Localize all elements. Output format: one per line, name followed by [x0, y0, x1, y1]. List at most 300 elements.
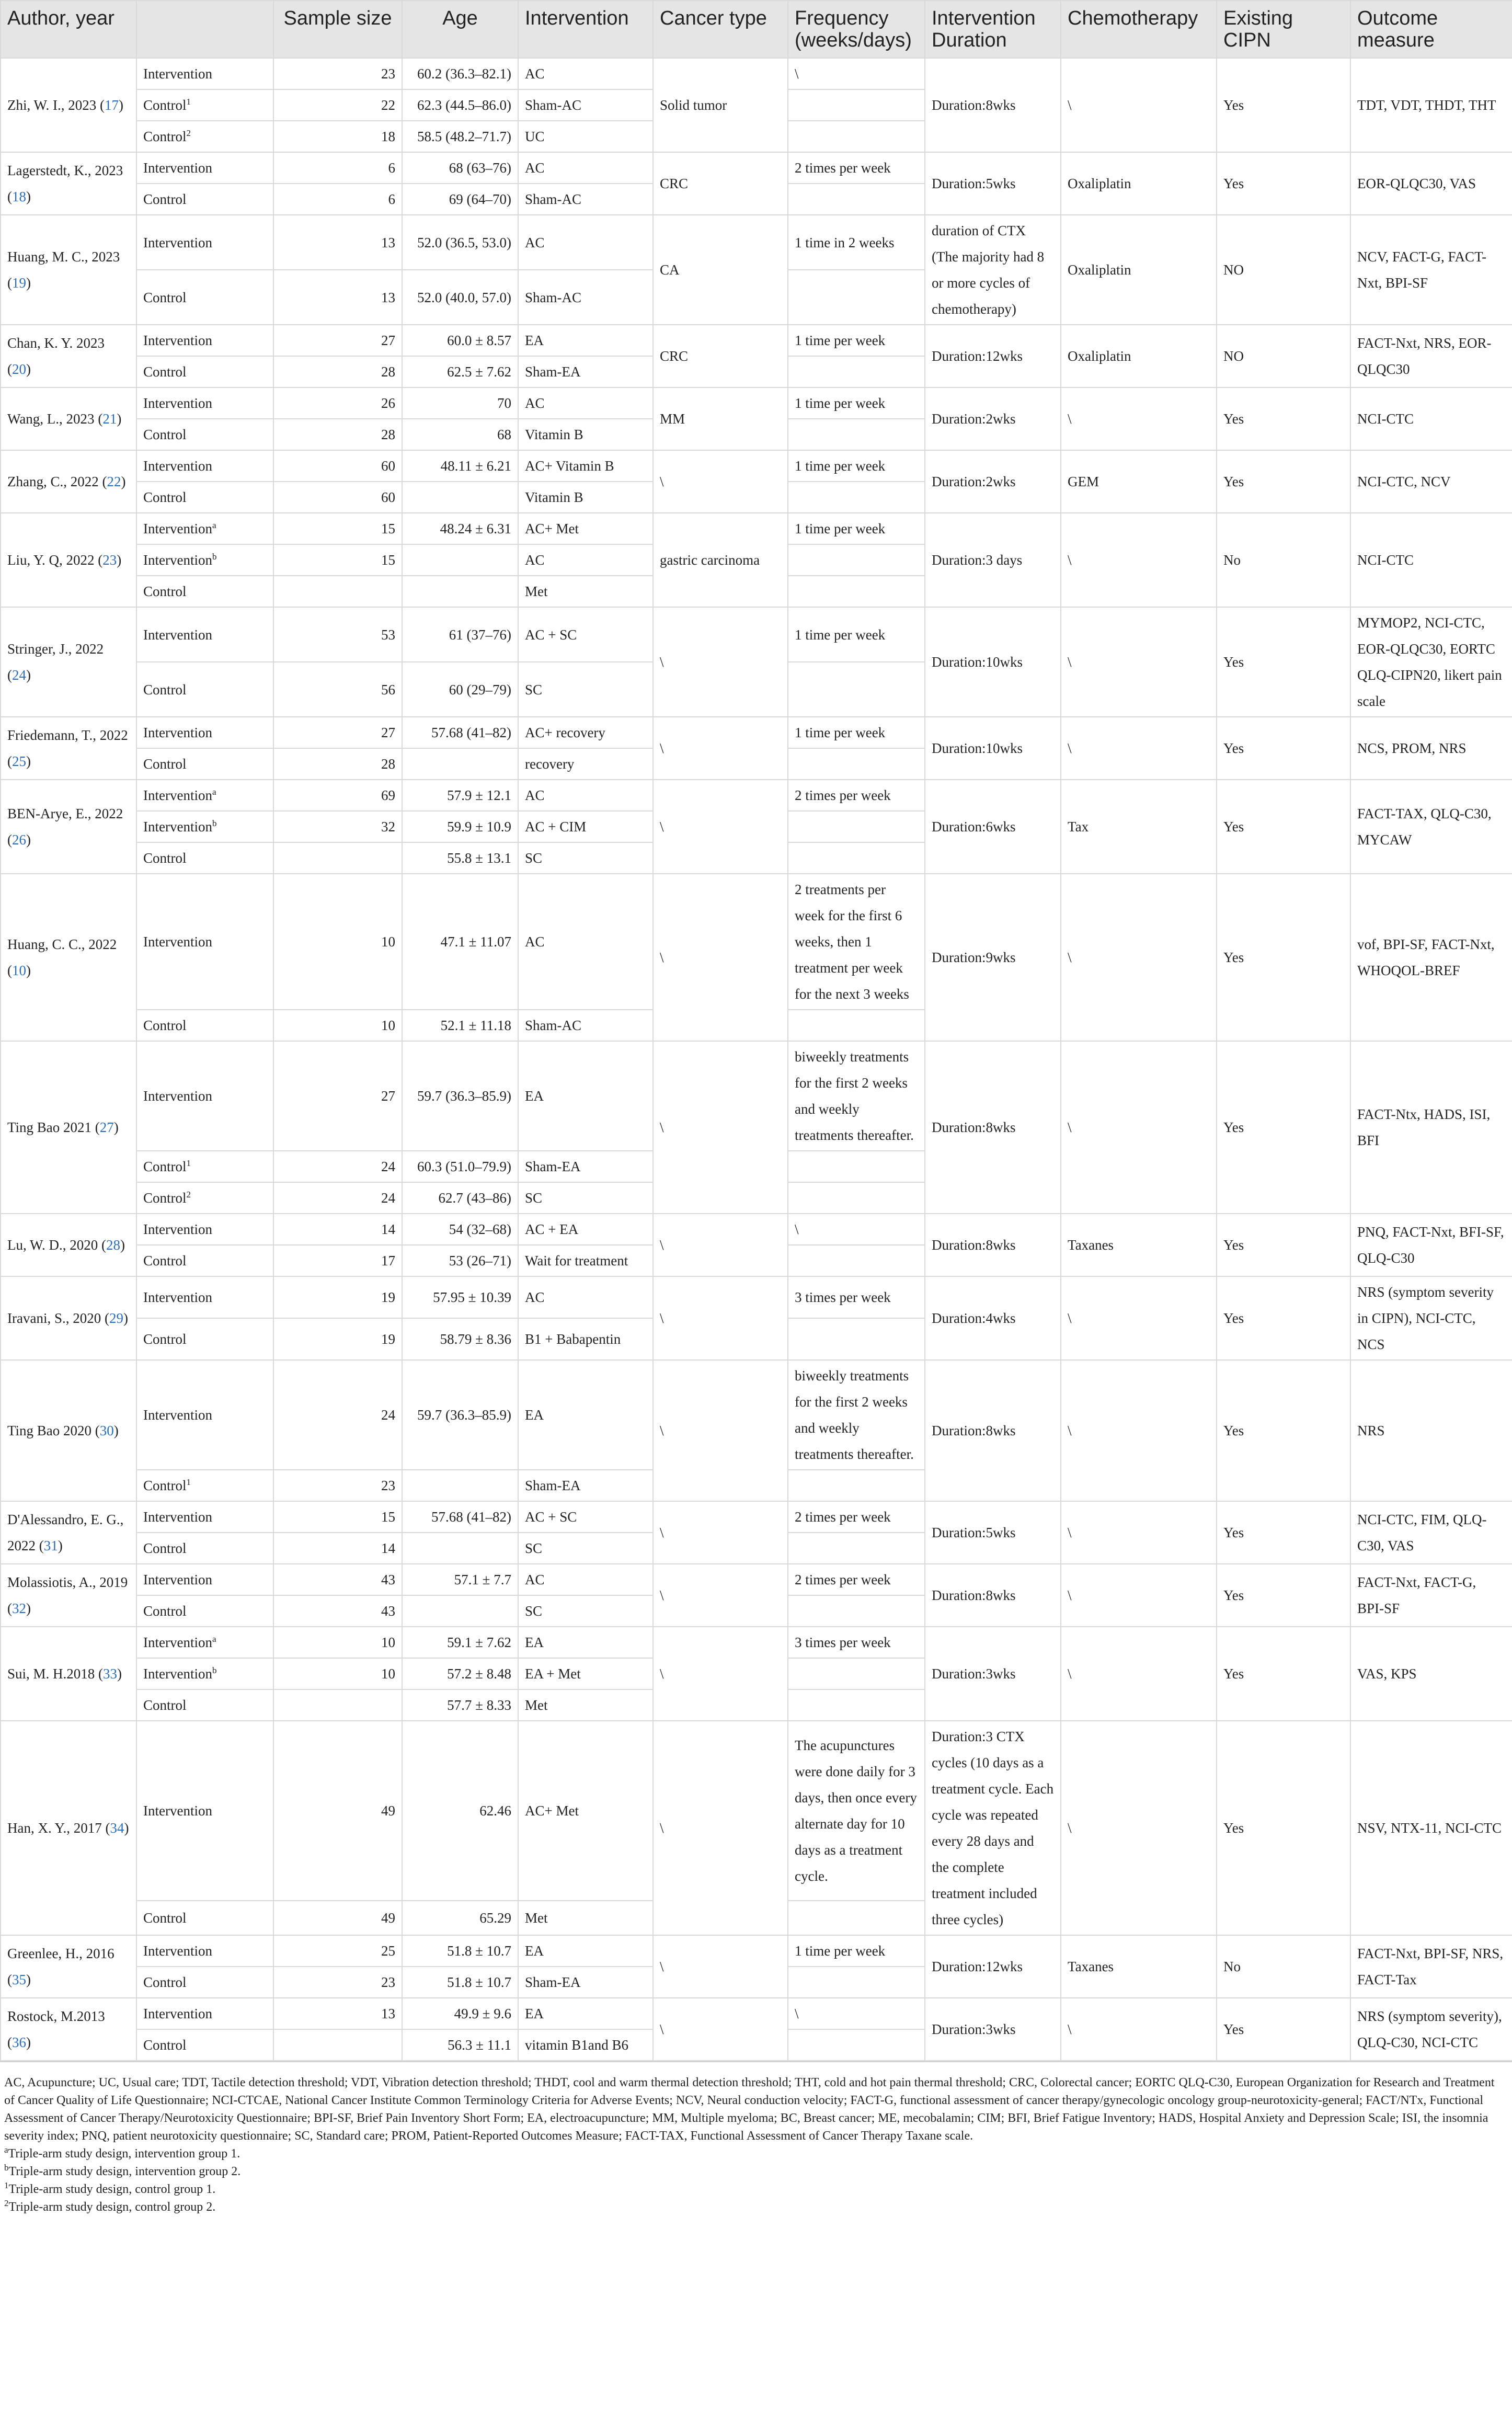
- age-cell: 57.68 (41–82): [402, 1501, 518, 1533]
- sample-size-cell: 27: [273, 717, 402, 748]
- frequency-cell: 2 treatments per week for the first 6 weeks, then 1 treatment per week for the next 3 weeks: [788, 874, 925, 1010]
- group-label: Intervention: [143, 2006, 212, 2021]
- reference-link[interactable]: 29: [109, 1310, 123, 1326]
- existing-cipn-cell: NO: [1217, 215, 1350, 325]
- group-cell: [136, 482, 273, 513]
- duration-cell: Duration:8wks: [925, 1214, 1061, 1276]
- intervention-cell: AC+ Met: [518, 513, 653, 544]
- chemotherapy-cell: \: [1061, 513, 1217, 607]
- group-cell: [136, 184, 273, 215]
- group-label: Control: [143, 1974, 187, 1990]
- author-name: Iravani, S., 2020: [7, 1310, 101, 1326]
- reference-link[interactable]: 31: [43, 1538, 58, 1553]
- intervention-cell: UC: [518, 121, 653, 152]
- existing-cipn-cell: Yes: [1217, 1627, 1350, 1721]
- footnote-mark: 2: [4, 2198, 9, 2208]
- author-cell: Ting Bao 2021 (27): [1, 1041, 136, 1214]
- reference-link[interactable]: 17: [105, 97, 119, 113]
- author-cell: Ting Bao 2020 (30): [1, 1360, 136, 1501]
- outcome-cell: TDT, VDT, THDT, THT: [1350, 58, 1512, 152]
- group-footnote-mark: a: [212, 787, 216, 797]
- intervention-cell: Vitamin B: [518, 482, 653, 513]
- frequency-cell: [788, 89, 925, 121]
- sample-size-cell: [273, 1689, 402, 1721]
- frequency-cell: [788, 842, 925, 874]
- group-label: Control: [143, 97, 187, 113]
- existing-cipn-cell: Yes: [1217, 607, 1350, 717]
- sample-size-cell: 24: [273, 1151, 402, 1182]
- sample-size-cell: 43: [273, 1595, 402, 1627]
- age-cell: 58.79 ± 8.36: [402, 1318, 518, 1360]
- group-cell: [136, 387, 273, 419]
- col-header-chemotherapy: Chemotherapy: [1061, 1, 1217, 58]
- table-row: [1, 717, 1512, 748]
- intervention-cell: EA: [518, 1627, 653, 1658]
- age-cell: 48.11 ± 6.21: [402, 450, 518, 482]
- table-row: [1, 780, 1512, 811]
- existing-cipn-cell: Yes: [1217, 1214, 1350, 1276]
- sample-size-cell: 13: [273, 1998, 402, 2029]
- age-cell: 59.1 ± 7.62: [402, 1627, 518, 1658]
- reference-link[interactable]: 34: [110, 1820, 124, 1836]
- outcome-cell: FACT-Nxt, FACT-G, BPI-SF: [1350, 1564, 1512, 1627]
- intervention-cell: Met: [518, 1689, 653, 1721]
- intervention-cell: AC + SC: [518, 1501, 653, 1533]
- age-cell: 57.1 ± 7.7: [402, 1564, 518, 1595]
- footnote-mark: 1: [4, 2180, 9, 2190]
- col-header-intervention: Intervention: [518, 1, 653, 58]
- sample-size-cell: 19: [273, 1318, 402, 1360]
- author-name: Huang, C. C., 2022: [7, 936, 117, 952]
- group-label: Control: [143, 1331, 187, 1347]
- group-cell: [136, 1041, 273, 1151]
- outcome-cell: NCI-CTC, FIM, QLQ-C30, VAS: [1350, 1501, 1512, 1564]
- intervention-cell: EA: [518, 325, 653, 356]
- age-cell: 68: [402, 419, 518, 450]
- cancer-type-cell: \: [653, 1721, 788, 1935]
- age-cell: 60.2 (36.3–82.1): [402, 58, 518, 89]
- duration-cell: Duration:5wks: [925, 1501, 1061, 1564]
- intervention-cell: SC: [518, 1595, 653, 1627]
- sample-size-cell: 25: [273, 1935, 402, 1967]
- intervention-cell: vitamin B1and B6: [518, 2029, 653, 2061]
- intervention-cell: AC+ Vitamin B: [518, 450, 653, 482]
- group-cell: [136, 1658, 273, 1689]
- duration-cell: Duration:9wks: [925, 874, 1061, 1041]
- group-cell: [136, 2029, 273, 2061]
- chemotherapy-cell: Taxanes: [1061, 1935, 1217, 1998]
- duration-cell: Duration:3 CTX cycles (10 days as a treatment cycle. Each cycle was repeated every 28 days and the complete treatment included three cycles): [925, 1721, 1061, 1935]
- reference-link[interactable]: 10: [12, 963, 26, 978]
- duration-cell: Duration:10wks: [925, 607, 1061, 717]
- age-cell: 56.3 ± 11.1: [402, 2029, 518, 2061]
- group-cell: [136, 1627, 273, 1658]
- group-label: Control: [143, 681, 187, 698]
- group-cell: [136, 1501, 273, 1533]
- frequency-cell: 1 time per week: [788, 387, 925, 419]
- sample-size-cell: 24: [273, 1182, 402, 1214]
- age-cell: 51.8 ± 10.7: [402, 1935, 518, 1967]
- sample-size-cell: 26: [273, 387, 402, 419]
- intervention-cell: AC + SC: [518, 607, 653, 662]
- group-label: Intervention: [143, 552, 212, 568]
- existing-cipn-cell: Yes: [1217, 450, 1350, 513]
- intervention-cell: AC: [518, 215, 653, 270]
- frequency-cell: [788, 1901, 925, 1936]
- author-cell: Zhi, W. I., 2023 (17): [1, 58, 136, 152]
- group-cell: [136, 1595, 273, 1627]
- age-cell: 57.95 ± 10.39: [402, 1276, 518, 1318]
- author-name: Lu, W. D., 2020: [7, 1237, 98, 1253]
- frequency-cell: [788, 121, 925, 152]
- intervention-cell: Sham-EA: [518, 1151, 653, 1182]
- author-name: Liu, Y. Q, 2022: [7, 552, 95, 568]
- sample-size-cell: 18: [273, 121, 402, 152]
- reference-link[interactable]: 32: [12, 1601, 26, 1616]
- sample-size-cell: 28: [273, 356, 402, 387]
- author-name: Zhi, W. I., 2023: [7, 97, 97, 113]
- frequency-cell: 2 times per week: [788, 1564, 925, 1595]
- age-cell: 52.0 (40.0, 57.0): [402, 270, 518, 325]
- cancer-type-cell: \: [653, 1276, 788, 1360]
- author-name: Ting Bao 2020: [7, 1423, 92, 1438]
- intervention-cell: EA: [518, 1998, 653, 2029]
- chemotherapy-cell: Oxaliplatin: [1061, 215, 1217, 325]
- group-cell: [136, 419, 273, 450]
- sample-size-cell: 49: [273, 1721, 402, 1901]
- group-footnote-mark: a: [212, 520, 216, 530]
- col-header-existing-cipn: Existing CIPN: [1217, 1, 1350, 58]
- reference-link[interactable]: 27: [99, 1119, 114, 1135]
- outcome-cell: NRS (symptom severity in CIPN), NCI-CTC, NCS: [1350, 1276, 1512, 1360]
- intervention-cell: AC: [518, 1564, 653, 1595]
- group-label: Intervention: [143, 1289, 212, 1305]
- sample-size-cell: 69: [273, 780, 402, 811]
- footnote-text: Triple-arm study design, control group 1.: [8, 2182, 216, 2196]
- reference-link[interactable]: 26: [12, 832, 26, 848]
- age-cell: 62.3 (44.5–86.0): [402, 89, 518, 121]
- frequency-cell: [788, 1182, 925, 1214]
- group-label: Intervention: [143, 1802, 212, 1819]
- group-label: Control: [143, 1910, 187, 1926]
- intervention-cell: Met: [518, 1901, 653, 1936]
- group-label: Control: [143, 1018, 187, 1033]
- footnote-list: [4, 2145, 1508, 2216]
- group-label: Control: [143, 1190, 187, 1206]
- outcome-cell: NCI-CTC: [1350, 387, 1512, 450]
- group-footnote-mark: b: [212, 818, 217, 828]
- author-cell: Rostock, M.2013 (36): [1, 1998, 136, 2061]
- existing-cipn-cell: No: [1217, 513, 1350, 607]
- author-name: D'Alessandro, E. G., 2022: [7, 1512, 124, 1553]
- table-row: [1, 607, 1512, 662]
- group-label: Intervention: [143, 819, 212, 835]
- age-cell: 59.9 ± 10.9: [402, 811, 518, 842]
- intervention-cell: Sham-EA: [518, 356, 653, 387]
- col-header-frequency: Frequency (weeks/days): [788, 1, 925, 58]
- age-cell: 62.46: [402, 1721, 518, 1901]
- author-name: Ting Bao 2021: [7, 1119, 92, 1135]
- group-footnote-mark: 1: [186, 1158, 191, 1168]
- sample-size-cell: 13: [273, 270, 402, 325]
- sample-size-cell: 23: [273, 1967, 402, 1998]
- group-cell: [136, 811, 273, 842]
- author-name: Huang, M. C., 2023: [7, 249, 120, 265]
- frequency-cell: [788, 419, 925, 450]
- age-cell: [402, 482, 518, 513]
- reference-link[interactable]: 28: [106, 1237, 121, 1253]
- group-cell: [136, 544, 273, 576]
- frequency-cell: 1 time per week: [788, 717, 925, 748]
- cancer-type-cell: \: [653, 450, 788, 513]
- age-cell: [402, 1595, 518, 1627]
- frequency-cell: \: [788, 1998, 925, 2029]
- reference-link[interactable]: 20: [12, 361, 26, 377]
- reference-link[interactable]: 19: [12, 275, 26, 291]
- group-label: Control: [143, 191, 187, 207]
- group-label: Intervention: [143, 1943, 212, 1959]
- group-cell: [136, 270, 273, 325]
- group-label: Control: [143, 1159, 187, 1174]
- table-row: [1, 152, 1512, 184]
- existing-cipn-cell: Yes: [1217, 1276, 1350, 1360]
- intervention-cell: AC+ recovery: [518, 717, 653, 748]
- existing-cipn-cell: Yes: [1217, 1998, 1350, 2061]
- frequency-cell: 2 times per week: [788, 780, 925, 811]
- group-label: Control: [143, 427, 187, 442]
- sample-size-cell: 10: [273, 1010, 402, 1041]
- outcome-cell: FACT-Nxt, NRS, EOR-QLQC30: [1350, 325, 1512, 387]
- group-cell: [136, 152, 273, 184]
- group-cell: [136, 874, 273, 1010]
- table-row: [1, 1276, 1512, 1318]
- existing-cipn-cell: Yes: [1217, 1721, 1350, 1935]
- footnote-text: Triple-arm study design, intervention group 2.: [8, 2165, 241, 2178]
- frequency-cell: [788, 1967, 925, 1998]
- author-cell: Wang, L., 2023 (21): [1, 387, 136, 450]
- group-label: Intervention: [143, 1572, 212, 1587]
- intervention-cell: SC: [518, 1533, 653, 1564]
- author-cell: Liu, Y. Q, 2022 (23): [1, 513, 136, 607]
- group-footnote-mark: 2: [186, 1190, 191, 1199]
- outcome-cell: NRS: [1350, 1360, 1512, 1501]
- sample-size-cell: 60: [273, 450, 402, 482]
- chemotherapy-cell: \: [1061, 717, 1217, 780]
- intervention-cell: Sham-AC: [518, 184, 653, 215]
- reference-link[interactable]: 21: [102, 411, 117, 427]
- age-cell: [402, 748, 518, 780]
- group-cell: [136, 576, 273, 607]
- author-name: Zhang, C., 2022: [7, 474, 99, 489]
- reference-link[interactable]: 25: [12, 753, 26, 769]
- intervention-cell: AC: [518, 387, 653, 419]
- reference-link[interactable]: 30: [99, 1423, 114, 1438]
- table-row: [1, 1501, 1512, 1533]
- group-label: Control: [143, 129, 187, 144]
- col-header-duration: Intervention Duration: [925, 1, 1061, 58]
- group-label: Control: [143, 1253, 187, 1269]
- footnote-text: Triple-arm study design, intervention group 1.: [8, 2147, 240, 2161]
- reference-link[interactable]: 33: [103, 1666, 118, 1682]
- existing-cipn-cell: Yes: [1217, 58, 1350, 152]
- group-label: Control: [143, 364, 187, 380]
- table-row: [1, 1564, 1512, 1595]
- duration-cell: Duration:10wks: [925, 717, 1061, 780]
- intervention-cell: EA + Met: [518, 1658, 653, 1689]
- sample-size-cell: 10: [273, 1627, 402, 1658]
- chemotherapy-cell: GEM: [1061, 450, 1217, 513]
- age-cell: 62.7 (43–86): [402, 1182, 518, 1214]
- footnote-mark: a: [4, 2145, 8, 2155]
- sample-size-cell: 10: [273, 874, 402, 1010]
- author-name: Han, X. Y., 2017: [7, 1820, 102, 1836]
- frequency-cell: [788, 748, 925, 780]
- frequency-cell: 1 time in 2 weeks: [788, 215, 925, 270]
- author-name: Greenlee, H., 2016: [7, 1946, 114, 1961]
- group-label: Intervention: [143, 521, 212, 536]
- frequency-cell: The acupunctures were done daily for 3 days, then once every alternate day for 10 days as a treatment cycle.: [788, 1721, 925, 1901]
- group-cell: [136, 1470, 273, 1501]
- duration-cell: Duration:6wks: [925, 780, 1061, 874]
- cancer-type-cell: CRC: [653, 325, 788, 387]
- frequency-cell: [788, 662, 925, 717]
- intervention-cell: Wait for treatment: [518, 1245, 653, 1276]
- author-cell: Lagerstedt, K., 2023 (18): [1, 152, 136, 215]
- sample-size-cell: 6: [273, 184, 402, 215]
- table-row: [1, 1721, 1512, 1901]
- chemotherapy-cell: \: [1061, 1564, 1217, 1627]
- frequency-cell: [788, 1318, 925, 1360]
- table-row: [1, 1627, 1512, 1658]
- cancer-type-cell: Solid tumor: [653, 58, 788, 152]
- frequency-cell: 1 time per week: [788, 325, 925, 356]
- sample-size-cell: 32: [273, 811, 402, 842]
- age-cell: 69 (64–70): [402, 184, 518, 215]
- sample-size-cell: 23: [273, 1470, 402, 1501]
- footnote-item: [4, 2198, 1508, 2216]
- age-cell: 59.7 (36.3–85.9): [402, 1041, 518, 1151]
- frequency-cell: [788, 544, 925, 576]
- group-label: Intervention: [143, 725, 212, 740]
- existing-cipn-cell: Yes: [1217, 1041, 1350, 1214]
- author-name: Chan, K. Y. 2023: [7, 335, 105, 351]
- frequency-cell: \: [788, 1214, 925, 1245]
- group-cell: [136, 1533, 273, 1564]
- group-cell: [136, 58, 273, 89]
- frequency-cell: 1 time per week: [788, 607, 925, 662]
- age-cell: [402, 1533, 518, 1564]
- sample-size-cell: 23: [273, 58, 402, 89]
- frequency-cell: [788, 270, 925, 325]
- cancer-type-cell: \: [653, 1041, 788, 1214]
- age-cell: 57.9 ± 12.1: [402, 780, 518, 811]
- reference-link[interactable]: 35: [12, 1972, 26, 1987]
- existing-cipn-cell: No: [1217, 1935, 1350, 1998]
- author-cell: Greenlee, H., 2016 (35): [1, 1935, 136, 1998]
- group-cell: [136, 1901, 273, 1936]
- intervention-cell: Sham-EA: [518, 1967, 653, 1998]
- chemotherapy-cell: \: [1061, 1276, 1217, 1360]
- frequency-cell: [788, 811, 925, 842]
- frequency-cell: [788, 1010, 925, 1041]
- frequency-cell: 3 times per week: [788, 1276, 925, 1318]
- frequency-cell: [788, 482, 925, 513]
- intervention-cell: Met: [518, 576, 653, 607]
- age-cell: 60.0 ± 8.57: [402, 325, 518, 356]
- frequency-cell: [788, 1151, 925, 1182]
- cancer-type-cell: \: [653, 1501, 788, 1564]
- cancer-type-cell: \: [653, 780, 788, 874]
- frequency-cell: 2 times per week: [788, 152, 925, 184]
- sample-size-cell: 56: [273, 662, 402, 717]
- author-name: Friedemann, T., 2022: [7, 727, 128, 743]
- group-cell: [136, 1010, 273, 1041]
- author-cell: Friedemann, T., 2022 (25): [1, 717, 136, 780]
- chemotherapy-cell: \: [1061, 387, 1217, 450]
- reference-link[interactable]: 24: [12, 667, 26, 683]
- reference-link[interactable]: 36: [12, 2035, 26, 2050]
- age-cell: 60.3 (51.0–79.9): [402, 1151, 518, 1182]
- table-row: [1, 874, 1512, 1010]
- intervention-cell: Sham-AC: [518, 1010, 653, 1041]
- frequency-cell: 1 time per week: [788, 1935, 925, 1967]
- age-cell: [402, 544, 518, 576]
- age-cell: 60 (29–79): [402, 662, 518, 717]
- frequency-cell: 1 time per week: [788, 513, 925, 544]
- group-label: Intervention: [143, 1666, 212, 1682]
- duration-cell: Duration:2wks: [925, 450, 1061, 513]
- frequency-cell: 3 times per week: [788, 1627, 925, 1658]
- group-label: Intervention: [143, 160, 212, 176]
- group-cell: [136, 607, 273, 662]
- group-cell: [136, 1998, 273, 2029]
- author-cell: Huang, C. C., 2022 (10): [1, 874, 136, 1041]
- reference-link[interactable]: 18: [12, 189, 26, 204]
- frequency-cell: 1 time per week: [788, 450, 925, 482]
- frequency-cell: [788, 1245, 925, 1276]
- author-cell: Molassiotis, A., 2019 (32): [1, 1564, 136, 1627]
- group-cell: [136, 1151, 273, 1182]
- table-row: [1, 450, 1512, 482]
- author-cell: Sui, M. H.2018 (33): [1, 1627, 136, 1721]
- chemotherapy-cell: Tax: [1061, 780, 1217, 874]
- sample-size-cell: 28: [273, 748, 402, 780]
- reference-link[interactable]: 23: [102, 552, 117, 568]
- frequency-cell: [788, 1658, 925, 1689]
- reference-link[interactable]: 22: [107, 474, 121, 489]
- sample-size-cell: [273, 576, 402, 607]
- frequency-cell: [788, 356, 925, 387]
- group-footnote-mark: b: [212, 552, 217, 562]
- duration-cell: Duration:2wks: [925, 387, 1061, 450]
- group-cell: [136, 215, 273, 270]
- group-cell: [136, 1935, 273, 1967]
- sample-size-cell: 49: [273, 1901, 402, 1936]
- frequency-cell: [788, 576, 925, 607]
- chemotherapy-cell: Taxanes: [1061, 1214, 1217, 1276]
- frequency-cell: \: [788, 58, 925, 89]
- age-cell: 57.2 ± 8.48: [402, 1658, 518, 1689]
- intervention-cell: SC: [518, 842, 653, 874]
- cancer-type-cell: MM: [653, 387, 788, 450]
- group-cell: [136, 748, 273, 780]
- duration-cell: Duration:4wks: [925, 1276, 1061, 1360]
- frequency-cell: biweekly treatments for the first 2 weeks and weekly treatments thereafter.: [788, 1360, 925, 1470]
- age-cell: 49.9 ± 9.6: [402, 1998, 518, 2029]
- intervention-cell: AC: [518, 1276, 653, 1318]
- frequency-cell: [788, 1470, 925, 1501]
- existing-cipn-cell: Yes: [1217, 1360, 1350, 1501]
